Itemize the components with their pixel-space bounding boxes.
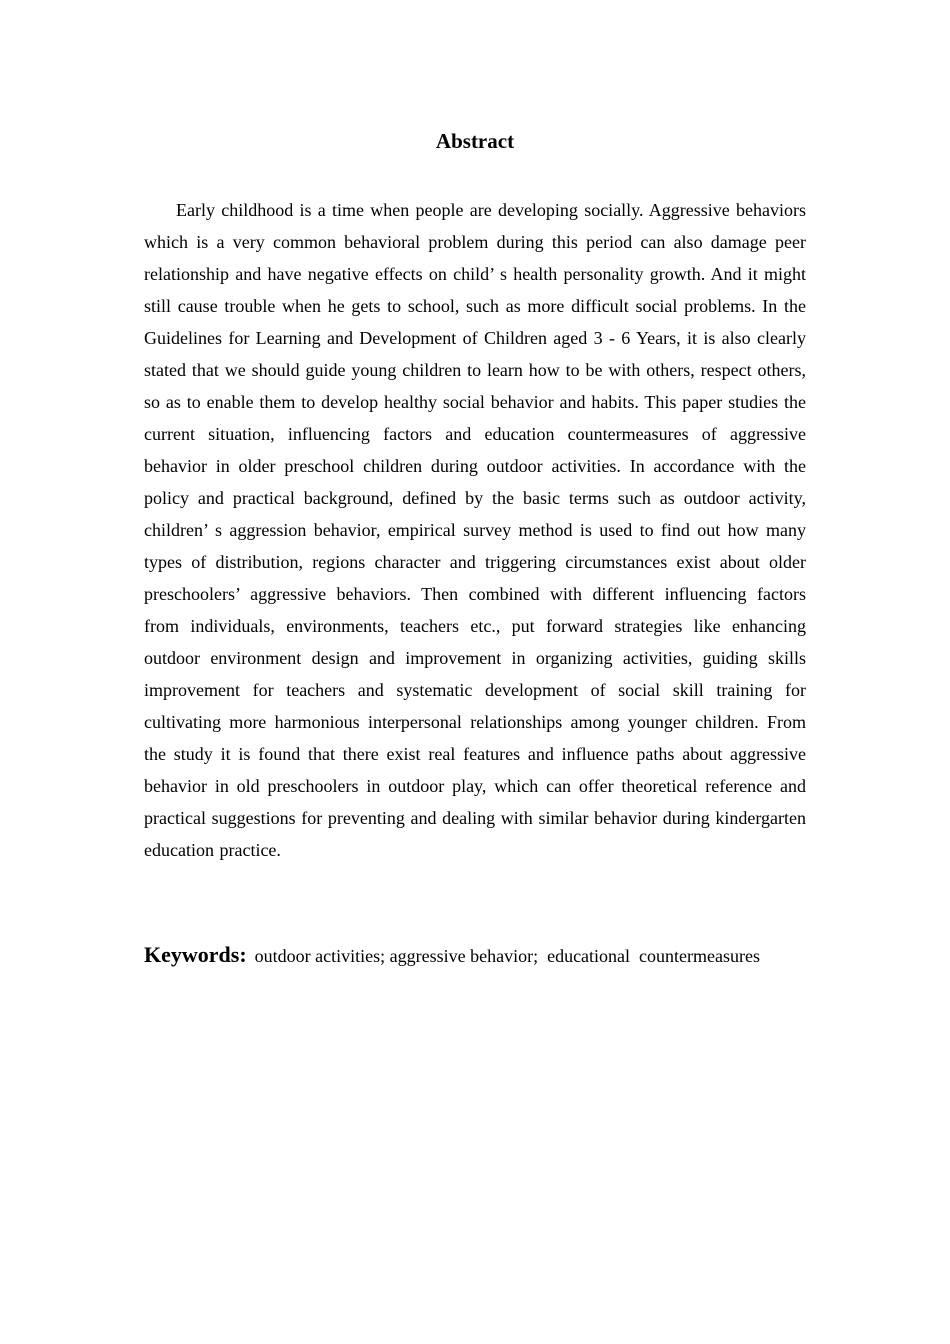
abstract-title: Abstract	[435, 129, 515, 153]
keywords-text: outdoor activities; aggressive behavior; educational countermeasures	[254, 946, 760, 966]
keywords-label: Keywords:	[144, 942, 247, 967]
abstract-body: Early childhood is a time when people are developing socially. Aggressive behaviors which is a very common behavioral problem during this period can also damage peer relationship and have negative effects on child’ s health personality growth. And it might still cause trouble when he gets to school, such as more difficult social problems. In the Guidelines for Learning and Development of Children aged 3 - 6 Years, it is also clearly stated that we should guide young children to learn how to be with others, respect others, so as to enable them to develop healthy social behavior and habits. This paper studies the current situation, influencing factors and education countermeasures of aggressive behavior in older preschool children during outdoor activities. In accordance with the policy and practical background, defined by the basic terms such as outdoor activity, children’ s aggression behavior, empirical survey method is used to find out how many types of distribution, regions character and triggering circumstances exist about older preschoolers’ aggressive behaviors. Then combined with different influencing factors from individuals, environments, teachers etc., put forward strategies like enhancing outdoor environment design and improvement in organizing activities, guiding skills improvement for teachers and systematic development of social skill training for cultivating more harmonious interpersonal relationships among younger children. From the study it is found that there exist real features and influence paths about aggressive behavior in old preschoolers in outdoor play, which can offer theoretical reference and practical suggestions for preventing and dealing with similar behavior during kindergarten education practice.	[144, 200, 806, 860]
keywords-line	[144, 939, 824, 972]
